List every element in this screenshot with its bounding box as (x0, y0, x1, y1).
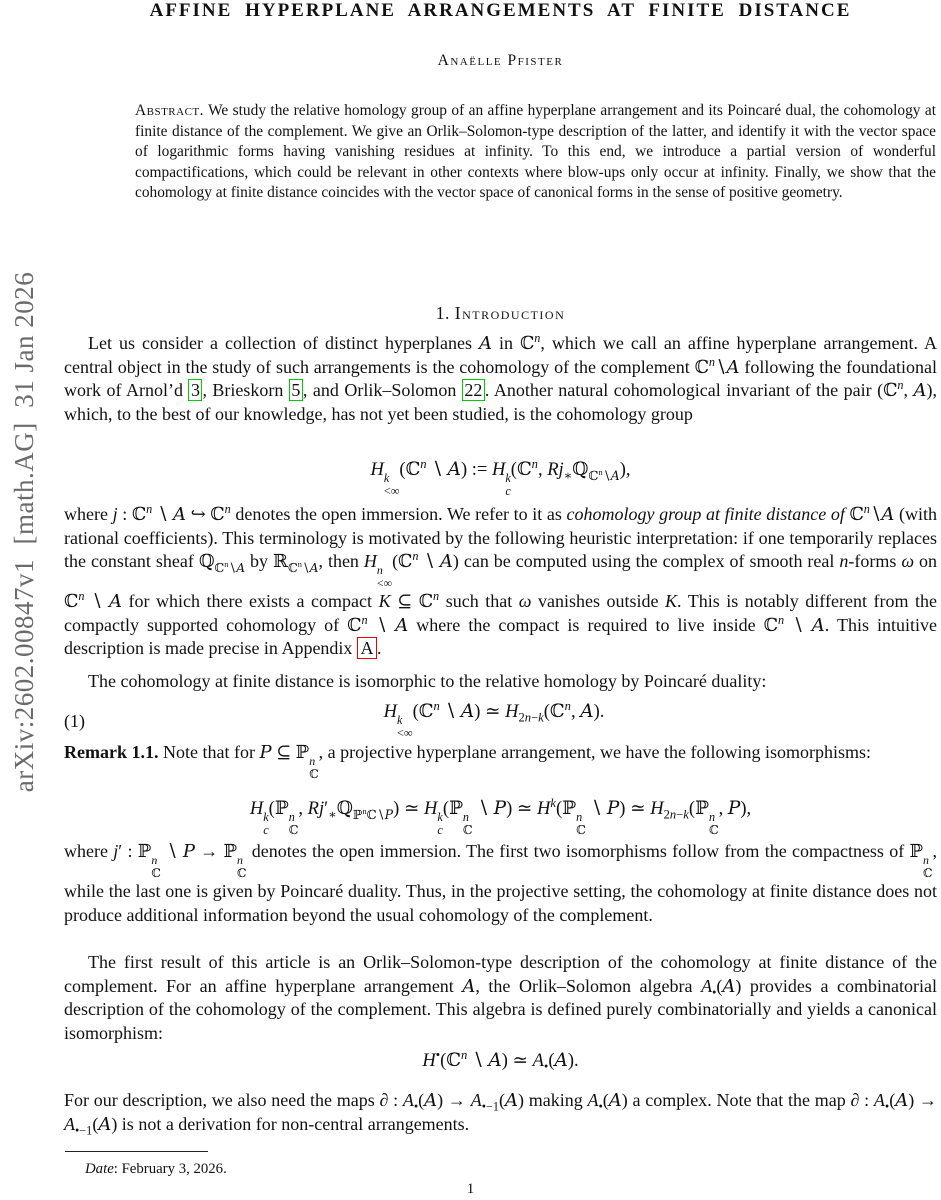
date-line (85, 1161, 227, 1178)
section-title: Introduction (454, 303, 566, 323)
display-equation-2: H k <∞ (ℂ$^n$ ∖ A) ≃ $H_{2n-k}(ℂ^n$, A). (383, 698, 605, 741)
date-label: Date (85, 1161, 114, 1177)
page-number: 1 (466, 1181, 475, 1197)
paragraph-3: The cohomology at finite distance is isomorphic to the relative homology by Poincaré duality: (88, 671, 767, 691)
section-number: 1. (435, 303, 450, 323)
paragraph-6: For our description, we also need the maps ∂ : $A_•(A) \to A_{•-1}(A)$ making $A_•(A)$ a complex. Note that the map ∂ : $A_•(A) \to A_{•-1}(A)$ is not a derivation for non-central arrangements. (64, 1090, 937, 1138)
paragraph-5: The first result of this article is an Orlik–Solomon-type description of the cohomology at finite distance of the complement. For an affine hyperplane arrangement A, the Orlik–Solomon algebra $A_•(A)$ provides a combinatorial description of the cohomology of the complement. This algebra is defined purely combinatorially and yields a canonical isomorphism: (64, 952, 937, 1043)
section-heading (64, 303, 937, 324)
paper-title: AFFINE HYPERPLANE ARRANGEMENTS AT FINITE DISTANCE (149, 0, 852, 21)
display-equation-4: H•(ℂ$^n$ ∖ A) ≃ $A_•(A)$. (422, 1047, 579, 1074)
abstract (135, 101, 936, 204)
arxiv-stamp: arXiv:2602.00847v1 [math.AG] 31 Jan 2026 (9, 271, 39, 793)
date-value: : February 3, 2026. (113, 1161, 227, 1177)
footnote-rule (65, 1151, 208, 1152)
citation-22[interactable]: 22 (462, 379, 485, 401)
remark-label: Remark 1.1. (64, 742, 159, 762)
citation-3[interactable]: 3 (188, 379, 202, 401)
abstract-label: Abstract. (135, 102, 204, 119)
remark-text: Note that for P ⊆ ℙ n ℂ , a projective hyperplane arrangement, we have the following isomorphisms: (158, 742, 871, 781)
appendix-a-link[interactable]: A (357, 637, 377, 659)
citation-5[interactable]: 5 (289, 379, 303, 401)
paragraph-1: Let us consider a collection of distinct hyperplanes A in ℂ$^n$, which we call an affine hyperplane arrangement. A central object in the study of such arrangements is the cohomology of the complement ℂ$^n$∖A following the foundational work of Arnol’d 3 , Brieskorn 5 , and Orlik–Solomon 22 . Another natural cohomological invariant of the pair (ℂ$^n$, A), which, to the best of our knowledge, has not yet been studied, is the cohomology group (64, 331, 938, 424)
equation-number: (1) (64, 710, 85, 731)
remark-paragraph (64, 741, 937, 781)
author-name: Anaëlle Pfister (437, 52, 564, 69)
abstract-text: We study the relative homology group of an affine hyperplane arrangement and its Poincaré dual, the cohomology at finite distance of the complement. We give an Orlik–Solomon-type description of the latter, and identify it with the vector space of logarithmic forms having vanishing residues at infinity. To this end, we introduce a partial version of wonderful compactifications, which could be relevant in other contexts where blow-ups only occur at infinity. Finally, we show that the cohomology at finite distance coincides with the vector space of canonical forms in the sense of positive geometry. (135, 102, 936, 201)
display-equation-3: H k c (ℙ n ℂ , $Rj'_∗ℚ_{ℙ^nℂ∖P}$) ≃ H k c (ℙ n ℂ ∖ P) ≃ $H^k(ℙ$ n ℂ ∖ P) ≃ $H_{2n-k}(ℙ$ n ℂ , P), (249, 795, 752, 838)
equation-1-row (64, 698, 937, 741)
paragraph-2: where j : ℂ$^n$ ∖ A ↪ ℂ$^n$ denotes the open immersion. We refer to it as cohomology group at finite distance of ℂ$^n$∖A (with rational coefficients). This terminology is motivated by the following heuristic interpretation: if one temporarily replaces the constant sheaf ℚ$_{ℂ^n∖A}$ by ℝ$_{ℂ^n∖A}$, then H n <∞ (ℂ$^n$ ∖ A) can be computed using the complex of smooth real n-forms ω on ℂ$^n$ ∖ A for which there exists a compact K ⊆ ℂ$^n$ such that ω vanishes outside K. This is notably different from the compactly supported cohomology of ℂ$^n$ ∖ A where the compact is required to live inside ℂ$^n$ ∖ A. This intuitive description is made precise in Appendix A . (64, 502, 938, 659)
display-equation-1: H k <∞ (ℂ$^n$ ∖ A) := H k c (ℂ$^n$, $Rj_∗ℚ_{ℂ^n∖A}$), (370, 456, 631, 499)
paragraph-4: where j′ : ℙ n ℂ ∖ P → ℙ n ℂ denotes the open immersion. The first two isomorphisms follow from the compactness of ℙ n ℂ , while the last one is given by Poincaré duality. Thus, in the projective setting, the cohomology at finite distance does not produce additional information beyond the usual cohomology of the complement. (64, 841, 937, 925)
